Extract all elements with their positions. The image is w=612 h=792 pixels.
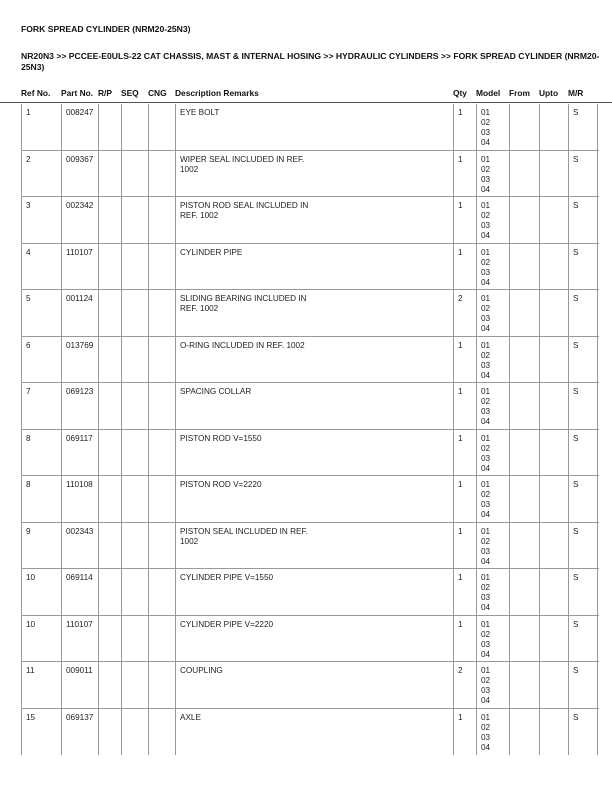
cell-rp — [98, 337, 121, 383]
cell-from — [509, 244, 539, 290]
model-code: 01 — [481, 108, 491, 117]
cell-upto — [539, 616, 568, 662]
model-code: 02 — [481, 536, 491, 546]
model-code: 02 — [481, 397, 491, 406]
cell-from — [509, 197, 539, 243]
model-code: 01 — [481, 573, 491, 582]
cell-from — [509, 337, 539, 383]
cell-mr: S — [568, 662, 598, 708]
cell-qty: 1 — [453, 197, 476, 243]
cell-models — [476, 523, 509, 569]
cell-seq — [121, 523, 148, 569]
cell-desc: O-RING INCLUDED IN REF. 1002 — [175, 337, 453, 383]
model-code: 01 — [481, 526, 491, 536]
cell-seq — [121, 430, 148, 476]
cell-models — [476, 709, 509, 756]
cell-from — [509, 430, 539, 476]
cell-qty: 1 — [453, 569, 476, 615]
cell-cng — [148, 476, 175, 522]
cell-ref: 9 — [21, 523, 61, 569]
cell-part: 110108 — [61, 476, 98, 522]
cell-mr: S — [568, 476, 598, 522]
model-code: 03 — [481, 500, 491, 509]
cell-part: 110107 — [61, 244, 98, 290]
cell-models — [476, 476, 509, 522]
cell-ref: 4 — [21, 244, 61, 290]
cell-models — [476, 244, 509, 290]
cell-rp — [98, 430, 121, 476]
cell-mr: S — [568, 151, 598, 197]
cell-cng — [148, 709, 175, 756]
model-code: 02 — [481, 490, 491, 499]
header-part: Part No. — [61, 88, 94, 98]
cell-rp — [98, 197, 121, 243]
cell-upto — [539, 476, 568, 522]
header-upto: Upto — [539, 88, 559, 98]
cell-seq — [121, 197, 148, 243]
table-row — [21, 523, 599, 570]
cell-from — [509, 290, 539, 336]
model-code: 04 — [481, 231, 491, 240]
cell-upto — [539, 104, 568, 150]
cell-ref: 8 — [21, 430, 61, 476]
header-mr: M/R — [568, 88, 584, 98]
cell-models — [476, 430, 509, 476]
model-code: 01 — [481, 154, 491, 164]
model-code: 01 — [481, 387, 491, 396]
table-row — [21, 709, 599, 756]
cell-mr: S — [568, 290, 598, 336]
header-divider — [0, 102, 612, 103]
cell-qty: 1 — [453, 709, 476, 756]
cell-part: 069114 — [61, 569, 98, 615]
cell-cng — [148, 616, 175, 662]
header-ref: Ref No. — [21, 88, 51, 98]
cell-part: 110107 — [61, 616, 98, 662]
cell-qty: 2 — [453, 290, 476, 336]
cell-rp — [98, 709, 121, 756]
cell-mr: S — [568, 244, 598, 290]
cell-models — [476, 197, 509, 243]
table-row — [21, 290, 599, 337]
cell-qty: 1 — [453, 430, 476, 476]
cell-part: 009011 — [61, 662, 98, 708]
cell-from — [509, 151, 539, 197]
cell-models — [476, 383, 509, 429]
cell-seq — [121, 476, 148, 522]
model-code: 03 — [481, 128, 491, 137]
cell-seq — [121, 151, 148, 197]
model-code: 04 — [481, 277, 491, 287]
cell-cng — [148, 337, 175, 383]
cell-desc: SPACING COLLAR — [175, 383, 453, 429]
cell-desc: AXLE — [175, 709, 453, 756]
cell-models — [476, 104, 509, 150]
cell-mr: S — [568, 104, 598, 150]
model-code: 04 — [481, 603, 491, 612]
model-code: 01 — [481, 666, 491, 675]
model-code: 03 — [481, 453, 491, 463]
cell-desc: PISTON ROD V=2220 — [175, 476, 453, 522]
cell-ref: 2 — [21, 151, 61, 197]
cell-ref: 11 — [21, 662, 61, 708]
model-code: 02 — [481, 304, 491, 313]
breadcrumb: NR20N3 >> PCCEE-E0ULS-22 CAT CHASSIS, MAST & INTERNAL HOSING >> HYDRAULIC CYLINDERS >> FORK SPREAD CYLINDER (NRM20-25N3) — [21, 51, 600, 72]
cell-ref: 10 — [21, 616, 61, 662]
table-row — [21, 383, 599, 430]
cell-desc: PISTON SEAL INCLUDED IN REF. 1002 — [175, 523, 453, 569]
cell-upto — [539, 151, 568, 197]
model-code: 03 — [481, 407, 491, 416]
cell-cng — [148, 244, 175, 290]
cell-rp — [98, 104, 121, 150]
cell-upto — [539, 244, 568, 290]
cell-upto — [539, 290, 568, 336]
header-model: Model — [476, 88, 501, 98]
cell-from — [509, 569, 539, 615]
cell-cng — [148, 104, 175, 150]
cell-part: 002342 — [61, 197, 98, 243]
model-code: 04 — [481, 370, 491, 380]
model-code: 03 — [481, 639, 491, 649]
cell-part: 013769 — [61, 337, 98, 383]
table-row — [21, 569, 599, 616]
cell-desc: CYLINDER PIPE — [175, 244, 453, 290]
cell-models — [476, 616, 509, 662]
cell-qty: 2 — [453, 662, 476, 708]
cell-qty: 1 — [453, 476, 476, 522]
model-code: 02 — [481, 629, 491, 639]
model-code: 04 — [481, 742, 491, 752]
cell-qty: 1 — [453, 104, 476, 150]
header-cng: CNG — [148, 88, 167, 98]
model-code: 03 — [481, 593, 491, 602]
model-code: 01 — [481, 433, 491, 443]
model-code: 04 — [481, 417, 491, 426]
cell-cng — [148, 523, 175, 569]
cell-ref: 3 — [21, 197, 61, 243]
cell-ref: 10 — [21, 569, 61, 615]
model-code: 01 — [481, 712, 491, 722]
cell-part: 069117 — [61, 430, 98, 476]
model-code: 02 — [481, 257, 491, 267]
model-code: 01 — [481, 480, 491, 489]
model-code: 01 — [481, 340, 491, 350]
cell-desc: PISTON ROD V=1550 — [175, 430, 453, 476]
cell-part: 008247 — [61, 104, 98, 150]
cell-mr: S — [568, 709, 598, 756]
cell-seq — [121, 244, 148, 290]
model-code: 03 — [481, 221, 491, 230]
model-code: 02 — [481, 443, 491, 453]
cell-cng — [148, 290, 175, 336]
table-row — [21, 197, 599, 244]
cell-part: 069137 — [61, 709, 98, 756]
model-code: 03 — [481, 174, 491, 184]
model-code: 04 — [481, 696, 491, 705]
cell-mr: S — [568, 197, 598, 243]
table-row — [21, 244, 599, 291]
cell-seq — [121, 337, 148, 383]
cell-upto — [539, 383, 568, 429]
model-code: 01 — [481, 619, 491, 629]
cell-seq — [121, 662, 148, 708]
cell-seq — [121, 383, 148, 429]
cell-rp — [98, 244, 121, 290]
cell-mr: S — [568, 616, 598, 662]
cell-upto — [539, 337, 568, 383]
model-code: 03 — [481, 360, 491, 370]
cell-ref: 7 — [21, 383, 61, 429]
cell-desc: CYLINDER PIPE V=2220 — [175, 616, 453, 662]
model-code: 02 — [481, 164, 491, 174]
model-code: 03 — [481, 314, 491, 323]
cell-desc: COUPLING — [175, 662, 453, 708]
cell-upto — [539, 569, 568, 615]
cell-qty: 1 — [453, 523, 476, 569]
cell-part: 002343 — [61, 523, 98, 569]
cell-part: 069123 — [61, 383, 98, 429]
cell-from — [509, 476, 539, 522]
header-rp: R/P — [98, 88, 112, 98]
cell-desc: CYLINDER PIPE V=1550 — [175, 569, 453, 615]
table-row — [21, 337, 599, 384]
cell-qty: 1 — [453, 244, 476, 290]
model-code: 02 — [481, 676, 491, 685]
table-row — [21, 104, 599, 151]
cell-rp — [98, 523, 121, 569]
cell-from — [509, 523, 539, 569]
cell-from — [509, 662, 539, 708]
cell-seq — [121, 290, 148, 336]
cell-desc: WIPER SEAL INCLUDED IN REF. 1002 — [175, 151, 453, 197]
cell-desc: SLIDING BEARING INCLUDED IN REF. 1002 — [175, 290, 453, 336]
cell-ref: 1 — [21, 104, 61, 150]
model-code: 04 — [481, 510, 491, 519]
table-row — [21, 430, 599, 477]
model-code: 04 — [481, 463, 491, 473]
cell-rp — [98, 383, 121, 429]
model-code: 01 — [481, 201, 491, 210]
cell-qty: 1 — [453, 383, 476, 429]
model-code: 03 — [481, 686, 491, 695]
cell-desc: EYE BOLT — [175, 104, 453, 150]
model-code: 04 — [481, 324, 491, 333]
model-code: 02 — [481, 211, 491, 220]
cell-upto — [539, 197, 568, 243]
cell-rp — [98, 290, 121, 336]
cell-part: 001124 — [61, 290, 98, 336]
cell-upto — [539, 662, 568, 708]
cell-seq — [121, 709, 148, 756]
cell-mr: S — [568, 337, 598, 383]
model-code: 01 — [481, 247, 491, 257]
cell-rp — [98, 569, 121, 615]
cell-models — [476, 290, 509, 336]
model-code: 02 — [481, 118, 491, 127]
cell-from — [509, 616, 539, 662]
model-code: 03 — [481, 732, 491, 742]
cell-models — [476, 337, 509, 383]
cell-from — [509, 104, 539, 150]
cell-part: 009367 — [61, 151, 98, 197]
cell-models — [476, 569, 509, 615]
cell-rp — [98, 662, 121, 708]
cell-mr: S — [568, 430, 598, 476]
page-title: FORK SPREAD CYLINDER (NRM20-25N3) — [21, 24, 191, 34]
cell-qty: 1 — [453, 151, 476, 197]
table-row — [21, 476, 599, 523]
header-desc: Description Remarks — [175, 88, 259, 98]
cell-rp — [98, 151, 121, 197]
model-code: 04 — [481, 184, 491, 194]
cell-cng — [148, 430, 175, 476]
cell-upto — [539, 430, 568, 476]
cell-seq — [121, 569, 148, 615]
cell-ref: 8 — [21, 476, 61, 522]
table-row — [21, 151, 599, 198]
header-qty: Qty — [453, 88, 467, 98]
cell-desc: PISTON ROD SEAL INCLUDED IN REF. 1002 — [175, 197, 453, 243]
cell-mr: S — [568, 569, 598, 615]
cell-cng — [148, 569, 175, 615]
cell-ref: 6 — [21, 337, 61, 383]
cell-upto — [539, 523, 568, 569]
table-header — [0, 88, 612, 102]
cell-qty: 1 — [453, 616, 476, 662]
model-code: 04 — [481, 138, 491, 147]
cell-rp — [98, 476, 121, 522]
cell-ref: 5 — [21, 290, 61, 336]
cell-seq — [121, 104, 148, 150]
cell-qty: 1 — [453, 337, 476, 383]
header-seq: SEQ — [121, 88, 139, 98]
cell-rp — [98, 616, 121, 662]
cell-from — [509, 709, 539, 756]
cell-models — [476, 662, 509, 708]
parts-table — [21, 104, 599, 755]
model-code: 02 — [481, 350, 491, 360]
cell-models — [476, 151, 509, 197]
cell-ref: 15 — [21, 709, 61, 756]
cell-cng — [148, 197, 175, 243]
cell-mr: S — [568, 523, 598, 569]
cell-cng — [148, 662, 175, 708]
cell-mr: S — [568, 383, 598, 429]
model-code: 02 — [481, 722, 491, 732]
model-code: 04 — [481, 649, 491, 659]
cell-upto — [539, 709, 568, 756]
model-code: 03 — [481, 267, 491, 277]
table-row — [21, 616, 599, 663]
table-row — [21, 662, 599, 709]
cell-seq — [121, 616, 148, 662]
cell-cng — [148, 383, 175, 429]
model-code: 04 — [481, 556, 491, 566]
model-code: 01 — [481, 294, 491, 303]
model-code: 03 — [481, 546, 491, 556]
cell-cng — [148, 151, 175, 197]
cell-from — [509, 383, 539, 429]
model-code: 02 — [481, 583, 491, 592]
header-from: From — [509, 88, 530, 98]
